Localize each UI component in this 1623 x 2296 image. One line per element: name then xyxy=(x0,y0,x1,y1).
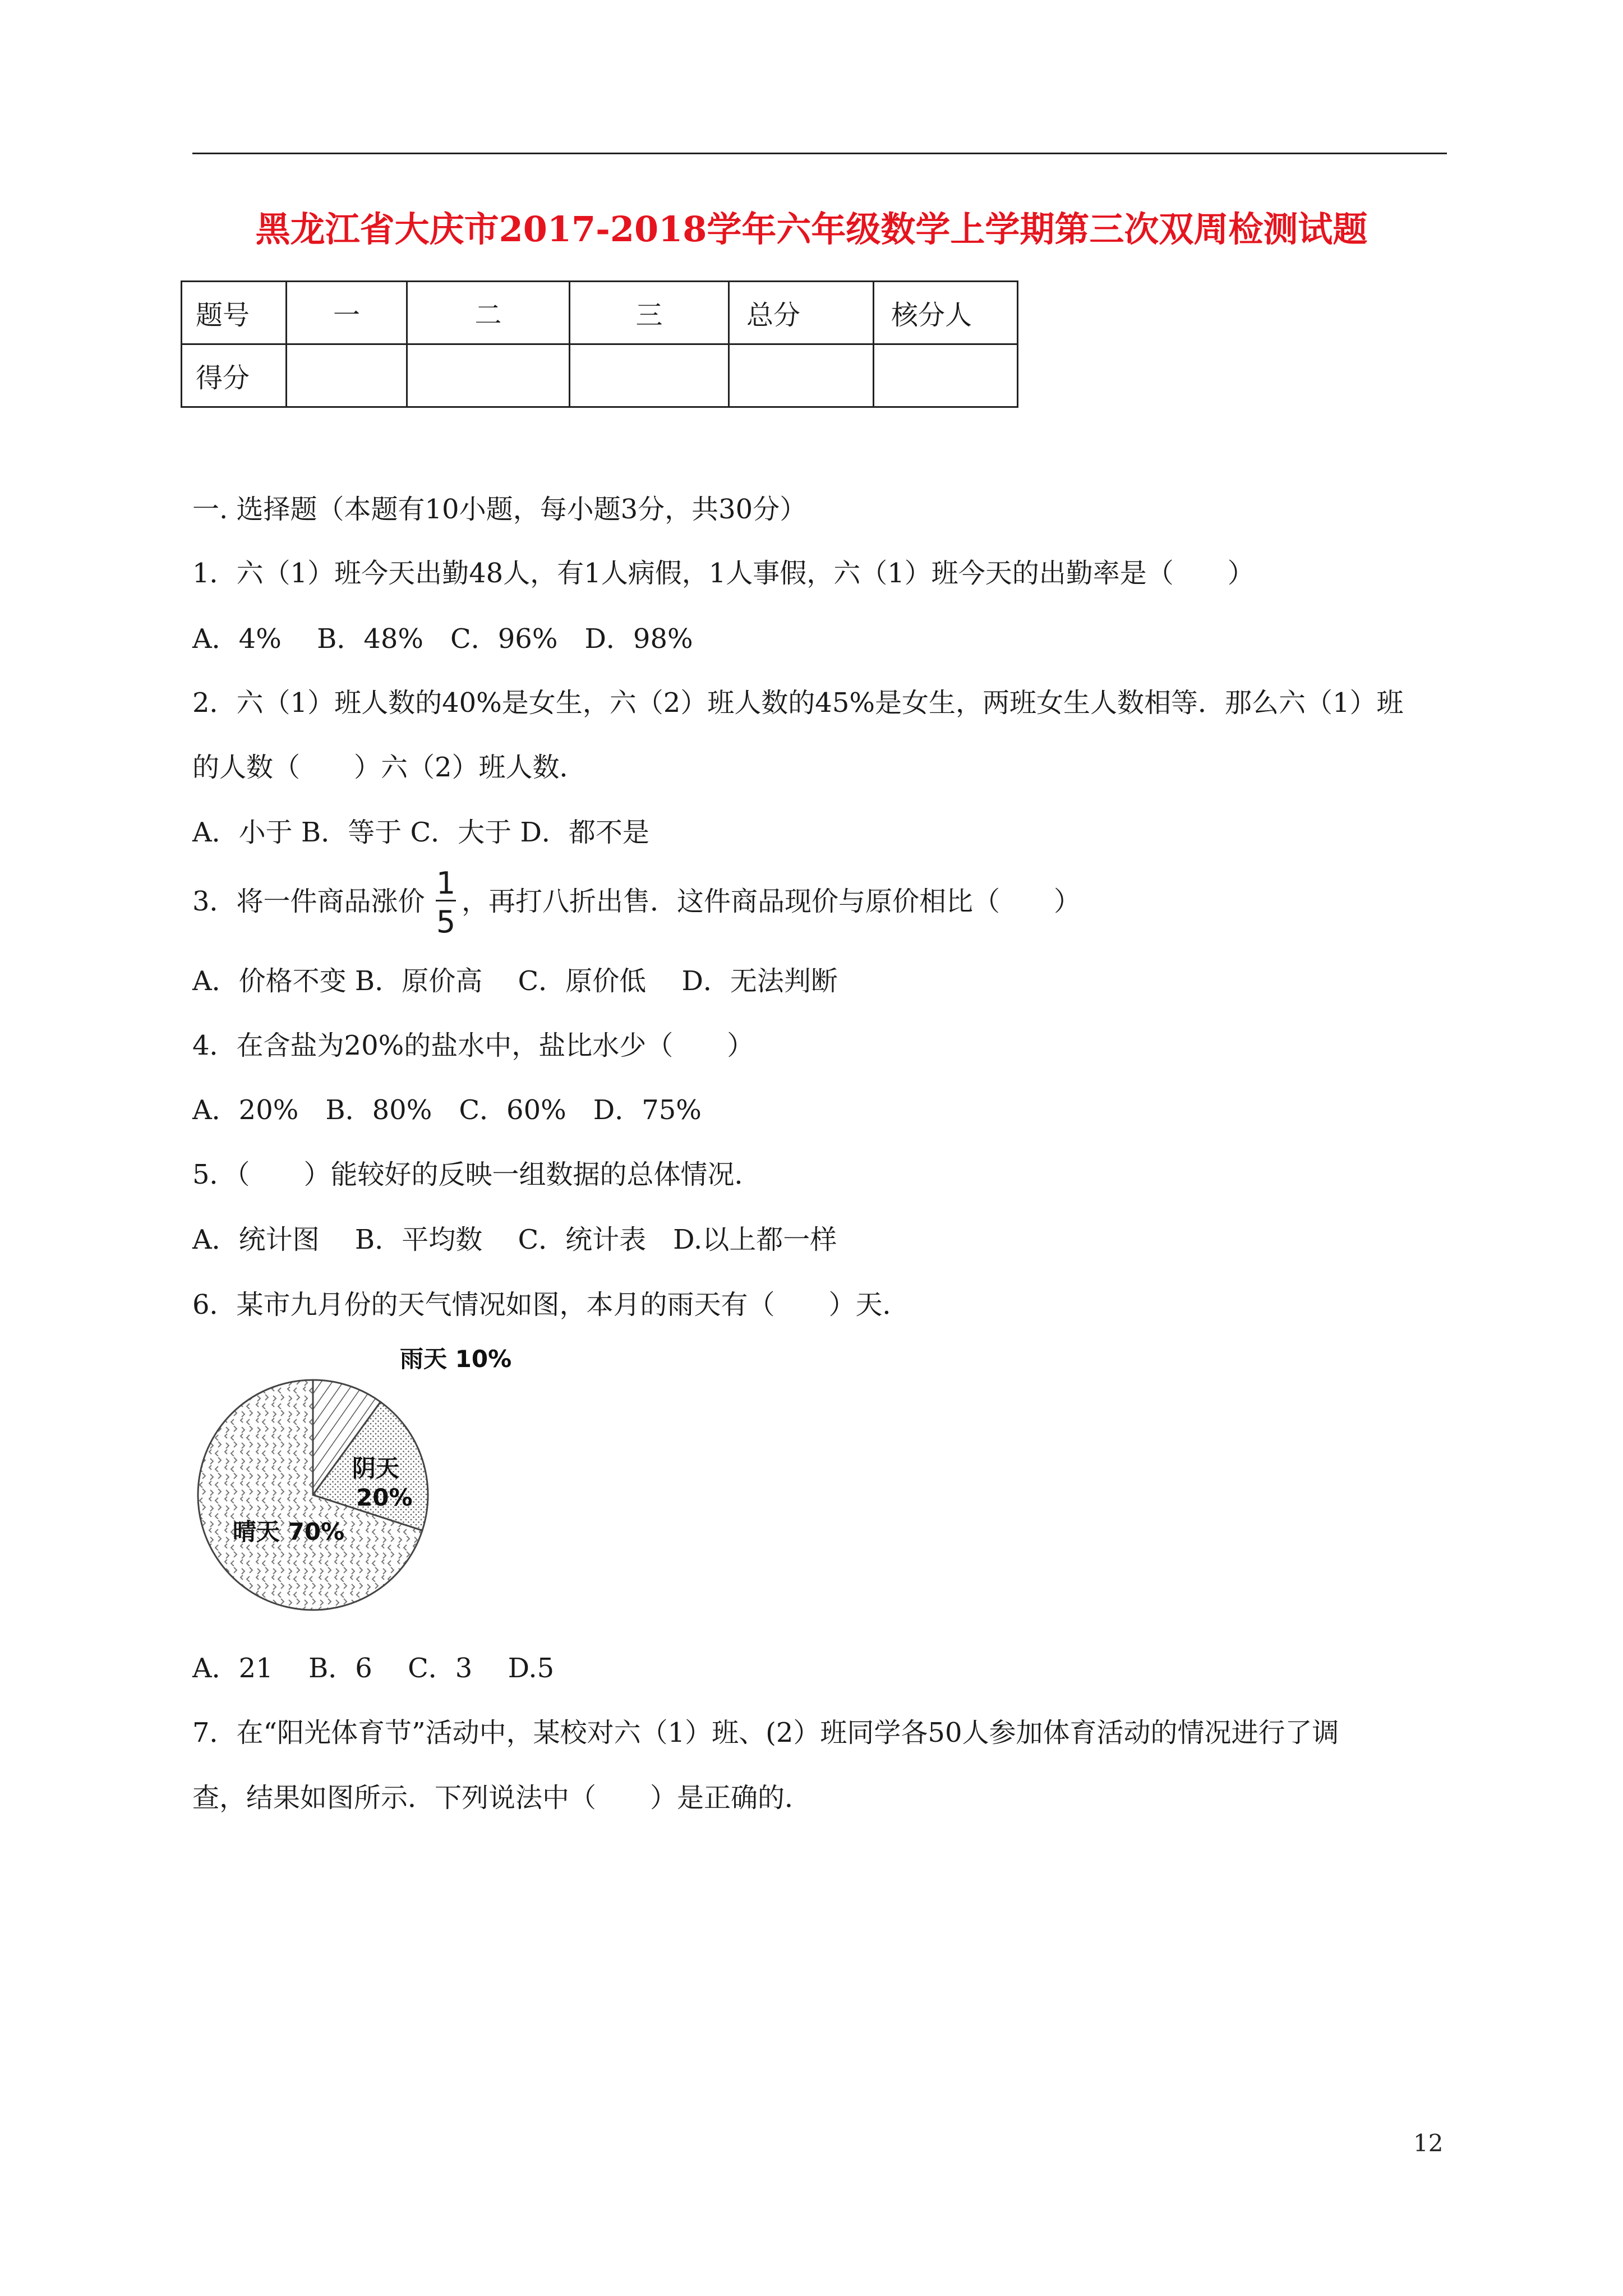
fraction-bar xyxy=(436,900,456,901)
question-5-options: A．统计图 B．平均数 C．统计表 D.以上都一样 xyxy=(192,1224,837,1255)
question-6-stem: 6．某市九月份的天气情况如图，本月的雨天有（ ）天． xyxy=(192,1289,910,1320)
fraction-numerator: 1 xyxy=(436,866,456,901)
score-table-header-cell: 题号 xyxy=(182,282,287,344)
score-cell xyxy=(729,344,874,407)
fraction-denominator: 5 xyxy=(436,904,456,940)
score-cell xyxy=(874,344,1018,407)
pie-label-cloudy-value: 20% xyxy=(356,1484,413,1511)
pie-label-sunny-name: 晴天 xyxy=(233,1518,280,1545)
score-cell xyxy=(570,344,729,407)
question-6-options: A．21 B．6 C．3 D.5 xyxy=(192,1653,555,1684)
pie-label-rain-value: 10% xyxy=(455,1345,512,1373)
question-1-options: A．4% B．48% C．96% D．98% xyxy=(192,623,693,655)
pie-label-cloudy-name: 阴天 xyxy=(352,1455,400,1482)
question-2-stem-line2: 的人数（ ）六（2）班人数． xyxy=(192,752,587,783)
question-1-stem: 1．六（1）班今天出勤48人，有1人病假，1人事假，六（1）班今天的出勤率是（ ） xyxy=(192,558,1255,589)
score-table-header-cell: 核分人 xyxy=(874,282,1018,344)
question-3-stem-after: ，再打八折出售．这件商品现价与原价相比（ ） xyxy=(462,886,1081,917)
question-3-stem-before: 3．将一件商品涨价 xyxy=(192,886,425,917)
score-table xyxy=(181,280,1018,408)
page-title: 黑龙江省大庆市2017-2018学年六年级数学上学期第三次双周检测试题 xyxy=(255,209,1368,250)
question-3-options: A．价格不变 B．原价高 C．原价低 D．无法判断 xyxy=(192,965,838,997)
score-table-header-row xyxy=(182,282,1018,344)
score-table-header-cell: 二 xyxy=(407,282,570,344)
score-table-header-cell: 三 xyxy=(570,282,729,344)
header-rule xyxy=(192,153,1447,154)
pie-label-rain xyxy=(400,1341,511,1374)
section-heading: 一. 选择题（本题有10小题，每小题3分，共30分） xyxy=(192,494,807,525)
page-number: 12 xyxy=(1413,2129,1444,2157)
question-4-stem: 4．在含盐为20%的盐水中，盐比水少（ ） xyxy=(192,1030,754,1061)
question-4-options: A．20% B．80% C．60% D．75% xyxy=(192,1094,702,1126)
question-7-stem-line1: 7．在“阳光体育节”活动中，某校对六（1）班、(2）班同学各50人参加体育活动的情况进行了调 xyxy=(192,1717,1339,1749)
score-table-score-row xyxy=(182,344,1018,407)
question-2-options: A．小于 B．等于 C．大于 D．都不是 xyxy=(192,817,649,848)
pie-label-rain-name: 雨天 xyxy=(400,1345,448,1373)
score-table-header-cell: 总分 xyxy=(729,282,874,344)
score-row-label: 得分 xyxy=(182,344,287,407)
weather-pie-chart xyxy=(192,1345,512,1629)
score-cell xyxy=(287,344,407,407)
score-cell xyxy=(407,344,570,407)
score-table-header-cell: 一 xyxy=(287,282,407,344)
question-5-stem: 5．（ ）能较好的反映一组数据的总体情况． xyxy=(192,1159,762,1190)
pie-label-sunny xyxy=(233,1513,344,1547)
question-7-stem-line2: 查，结果如图所示．下列说法中（ ）是正确的． xyxy=(192,1782,812,1814)
question-2-stem-line1: 2．六（1）班人数的40%是女生，六（2）班人数的45%是女生，两班女生人数相等．那么六（1）班 xyxy=(192,687,1404,719)
pie-label-sunny-value: 70% xyxy=(288,1518,345,1545)
